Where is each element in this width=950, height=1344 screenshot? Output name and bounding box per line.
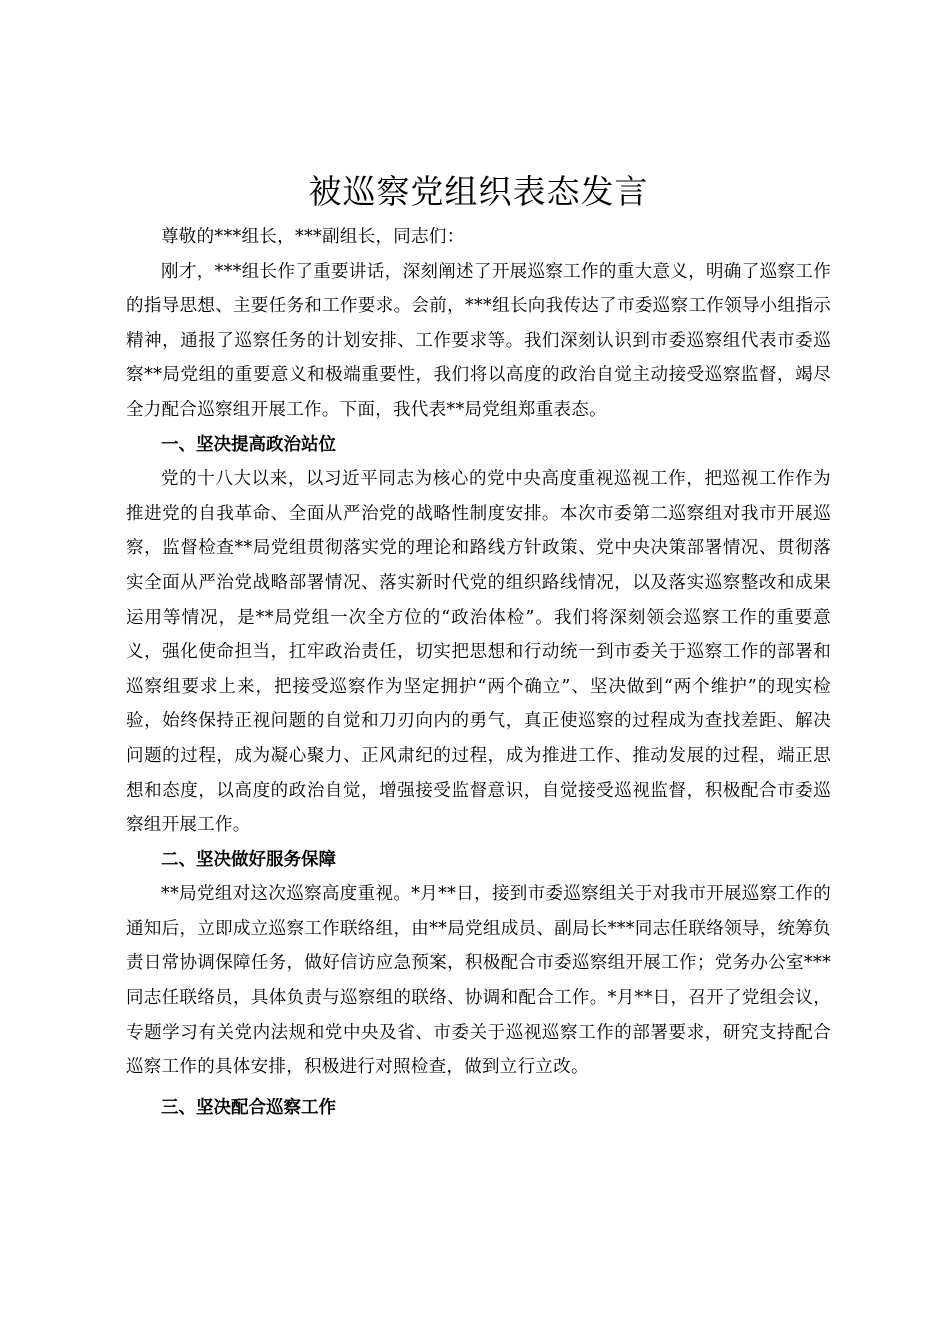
document-page (126, 166, 831, 1125)
section-heading-2: 二、坚决做好服务保障 (161, 849, 336, 870)
intro-paragraph: 刚才，***组长作了重要讲话，深刻阐述了开展巡察工作的重大意义，明确了巡察工作的指导思想、主要任务和工作要求。会前，***组长向我传达了市委巡察工作领导小组指示精神，通报了巡察任务的计划安排、工作要求等。我们深刻认识到市委巡察组代表市委巡察**局党组的重要意义和极端重要性，我们将以高度的政治自觉主动接受巡察监督，竭尽全力配合巡察组开展工作。下面，我代表**局党组郑重表态。 (126, 261, 831, 420)
section-body-1: 党的十八大以来，以习近平同志为核心的党中央高度重视巡视工作，把巡视工作作为推进党的自我革命、全面从严治党的战略性制度安排。本次市委第二巡察组对我市开展巡察，监督检查**局党组贯彻落实党的理论和路线方针政策、党中央决策部署情况、贯彻落实全面从严治党战略部署情况、落实新时代党的组织路线情况，以及落实巡察整改和成果运用等情况，是**局党组一次全方位的“政治体检”。我们将深刻领会巡察工作的重要意义，强化使命担当，扛牢政治责任，切实把思想和行动统一到市委关于巡察工作的部署和巡察组要求上来，把接受巡察作为坚定拥护“两个确立”、坚决做到“两个维护”的现实检验，始终保持正视问题的自觉和刀刃向内的勇气，真正使巡察的过程成为查找差距、解决问题的过程，成为凝心聚力、正风肃纪的过程，成为推进工作、推动发展的过程，端正思想和态度，以高度的政治自觉，增强接受监督意识，自觉接受巡视监督，积极配合市委巡察组开展工作。 (126, 469, 831, 836)
salutation: 尊敬的***组长，***副组长，同志们： (161, 227, 465, 247)
section-body-2: **局党组对这次巡察高度重视。*月**日，接到市委巡察组关于对我市开展巡察工作的通知后，立即成立巡察工作联络组，由**局党组成员、副局长***同志任联络领导，统筹负责日常协调保障任务，做好信访应急预案，积极配合市委巡察组开展工作；党务办公室***同志任联络员，具体负责与巡察组的联络、协调和配合工作。*月**日，召开了党组会议，专题学习有关党内法规和党中央及省、市委关于巡视巡察工作的部署要求，研究支持配合巡察工作的具体安排，积极进行对照检查，做到立行立改。 (126, 884, 831, 1078)
section-heading-1: 一、坚决提高政治站位 (161, 434, 336, 455)
section-heading-3: 三、坚决配合巡察工作 (161, 1097, 336, 1118)
document-title: 被巡察党组织表态发言 (308, 172, 649, 211)
